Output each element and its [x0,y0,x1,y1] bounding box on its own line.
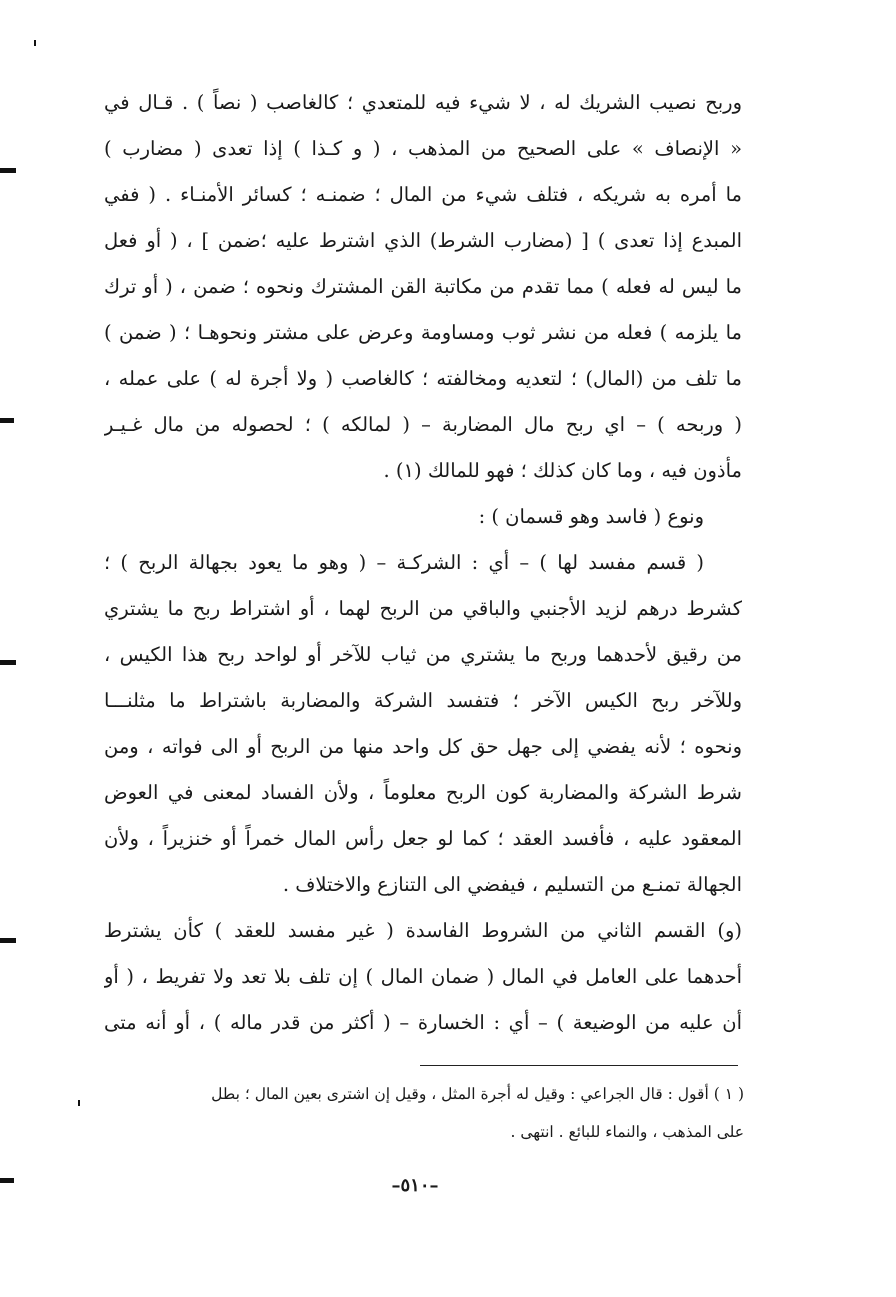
text-line: ما ليس له فعله ) مما تقدم من مكاتبة القن المشترك ونحوه ؛ ضمن ، ( أو ترك [104,275,742,298]
text-line: أحدهما على العامل في المال ( ضمان المال ) إن تلف بلا تعد ولا تفريط ، ( أو [104,965,742,988]
text-line: من رقيق لأحدهما وربح ما يشتري من ثياب للآخر أو لواحد ربح هذا الكيس ، [104,643,742,666]
text-line: ( وربحه ) – اي ربح مال المضاربة – ( لمالكه ) ؛ لحصوله من مال غـيـر [104,413,742,436]
footnote [104,1075,744,1151]
scan-mark [0,1178,14,1183]
text-line: كشرط درهم لزيد الأجنبي والباقي من الربح لهما ، أو اشتراط ربح ما يشتري [104,597,742,620]
text-line: المعقود عليه ، فأفسد العقد ؛ كما لو جعل رأس المال خمراً أو خنزيراً ، ولأن [104,827,742,850]
text-line: ما أمره به شريكه ، فتلف شيء من المال ؛ ضمنـه ؛ كسائر الأمنـاء . ( ففي [104,183,742,206]
scan-mark [0,168,16,173]
text-line: « الإنصاف » على الصحيح من المذهب ، ( و كـذا ) إذا تعدى ( مضارب ) [104,137,742,160]
text-line: ما يلزمه ) فعله من نشر ثوب ومساومة وعرض على مشتر ونحوهـا ؛ ( ضمن ) [104,321,742,344]
footnote-divider [420,1065,738,1066]
text-line: أن عليه من الوضيعة ) – أي : الخسارة – ( أكثر من قدر ماله ) ، أو أنه متى [104,1011,742,1034]
scan-mark [34,40,36,46]
text-line: المبدع إذا تعدى ) [ (مضارب الشرط) الذي اشترط عليه ؛ضمن ] ، ( أو فعل [104,229,742,252]
main-text [104,80,742,1046]
page-number: –٥١٠– [391,1175,439,1196]
text-line: شرط الشركة والمضاربة كون الربح معلوماً ، ولأن الفساد لمعنى في العوض [104,781,742,804]
scan-mark [0,938,16,943]
text-line: وربح نصيب الشريك له ، لا شيء فيه للمتعدي ؛ كالغاصب ( نصاً ) . قـال في [104,91,742,114]
text-line: ( قسم مفسد لها ) – أي : الشركـة – ( وهو ما يعود بجهالة الربح ) ؛ [104,551,704,574]
text-line: ما تلف من (المال) ؛ لتعديه ومخالفته ؛ كالغاصب ( ولا أجرة له ) على عمله ، [104,367,742,390]
section-heading: ونوع ( فاسد وهو قسمان ) : [478,505,704,528]
text-line: ونحوه ؛ لأنه يفضي إلى جهل حق كل واحد منها من الربح أو الى فواته ، ومن [104,735,742,758]
text-line: الجهالة تمنـع من التسليم ، فيفضي الى التنازع والاختلاف . [282,873,742,896]
scan-mark [0,418,14,423]
text-line: مأذون فيه ، وما كان كذلك ؛ فهو للمالك (١) . [383,459,742,482]
footnote-line: ( ١ ) أقول : قال الجراعي : وقيل له أجرة المثل ، وقيل إن اشترى بعين المال ؛ بطل [211,1085,744,1103]
text-line: وللآخر ربح الكيس الآخر ؛ فتفسد الشركة والمضاربة باشتراط ما مثلنـــا [104,689,742,712]
text-line: (و) القسم الثاني من الشروط الفاسدة ( غير مفسد للعقد ) كأن يشترط [104,919,742,942]
footnote-line: على المذهب ، والنماء للبائع . انتهى . [510,1123,744,1141]
scan-mark [78,1100,80,1106]
scan-mark [0,660,16,665]
